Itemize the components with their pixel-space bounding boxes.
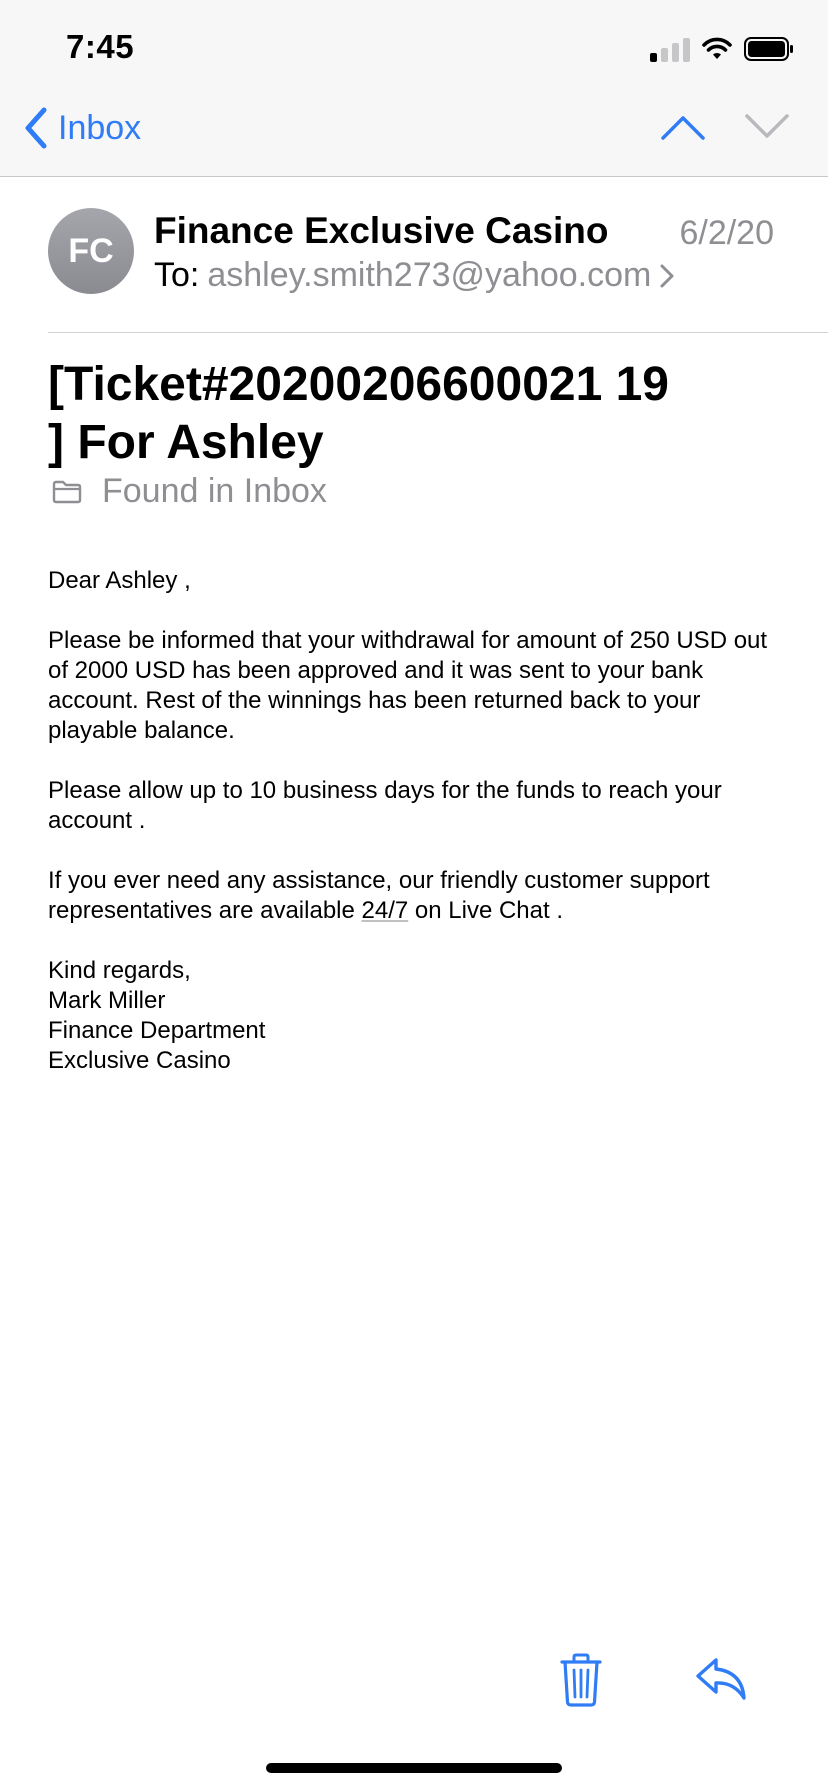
folder-label: Found in Inbox [102,472,327,510]
status-time: 7:45 [66,28,135,65]
chevron-left-icon [22,106,50,150]
paragraph-2 [48,776,778,836]
folder-icon [52,480,82,504]
paragraph-3-text: on Live Chat . [408,897,563,924]
recipient-details-button[interactable] [154,256,675,295]
back-button-label: Inbox [58,108,142,147]
availability-link[interactable]: 24/7 [361,897,409,924]
message-navigation [660,112,790,142]
to-address: ashley.smith273@yahoo.com [207,256,652,294]
chevron-right-icon [659,263,675,289]
trash-button[interactable] [556,1652,606,1708]
cellular-signal-icon [650,36,690,62]
wifi-icon [702,37,732,61]
paragraph-3-text: representatives are available [48,897,362,924]
back-to-inbox-button[interactable] [22,106,141,150]
paragraph-1-line: account. Rest of the winnings has been returned back to your [48,687,701,714]
subject-line-2: ] For Ashley [48,416,324,469]
signature-line: Mark Miller [48,987,166,1014]
paragraph-3-line: If you ever need any assistance, our friendly customer support [48,867,710,894]
paragraph-1-line: of 2000 USD has been approved and it was sent to your bank [48,657,704,684]
sender-avatar[interactable]: FC [48,208,134,294]
paragraph-1 [48,626,778,746]
message-date: 6/2/20 [679,214,774,252]
paragraph-3-line [48,896,778,926]
message-subject [48,356,788,472]
greeting: Dear Ashley , [48,567,191,594]
signature-line: Kind regards, [48,957,191,984]
reply-button[interactable] [694,1656,748,1702]
message-body [48,566,778,1106]
signature-line: Finance Department [48,1017,266,1044]
next-message-button[interactable] [744,112,790,142]
paragraph-2-line: Please allow up to 10 business days for the funds to reach your [48,777,722,804]
paragraph-2-line: account . [48,807,146,834]
subject-line-1: [Ticket#20200206600021 19 [48,358,669,411]
paragraph-1-line: Please be informed that your withdrawal for amount of 250 USD out [48,627,768,654]
signature [48,956,778,1076]
message-header [48,176,828,333]
signature-line: Exclusive Casino [48,1047,231,1074]
battery-icon [744,36,794,62]
folder-location[interactable] [52,472,327,511]
paragraph-1-line: playable balance. [48,717,235,744]
sender-name[interactable]: Finance Exclusive Casino [154,210,609,251]
previous-message-button[interactable] [660,112,706,142]
to-label: To: [154,256,200,294]
top-chrome [0,0,828,177]
status-icons [650,34,794,64]
home-indicator [266,1763,562,1773]
paragraph-3 [48,866,778,926]
